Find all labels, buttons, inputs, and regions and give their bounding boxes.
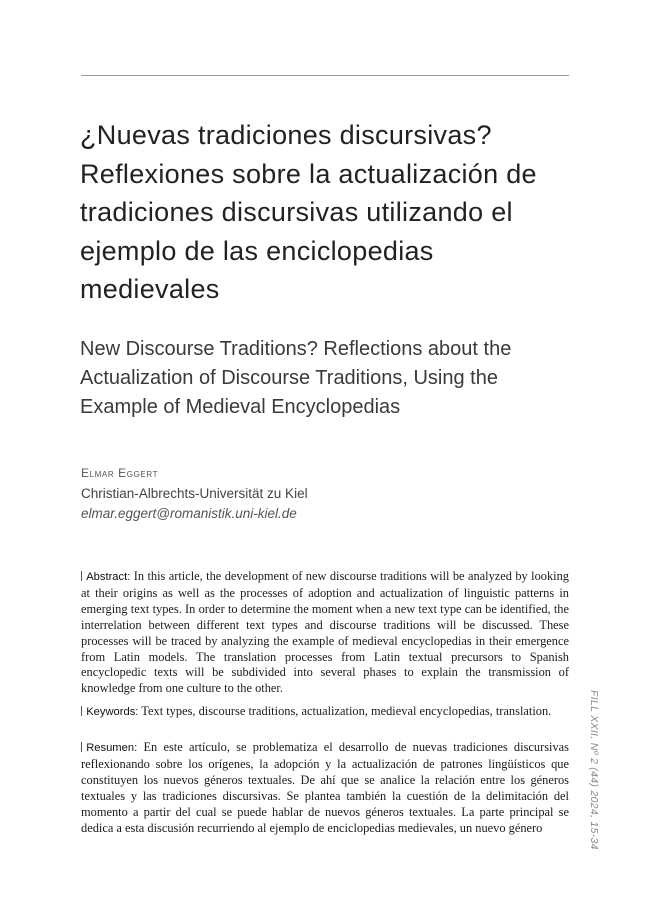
keywords-paragraph <box>81 704 569 721</box>
article-subtitle-english: New Discourse Traditions? Reflections about the Actualization of Discourse Traditions, Using the Example of Medieval Encyclopedias <box>80 338 512 418</box>
keywords-label: Keywords: <box>86 706 139 718</box>
journal-citation: FILL XXII, Nº 2 (44) 2024, 15-34 <box>588 690 600 850</box>
resumen-text: En este artículo, se problematiza el desarrollo de nuevas tradiciones discursivas reflexionando sobre los orígenes, la adopción y la actualización de patrones lingüísticos que constituyen los nuevos géneros textuales. De ahí que se analice la relación entre los géneros textuales y las tradiciones discursivas. Se plantea también la cuestión de la delimitación del momento a partir del cual se puede hablar de nuevos géneros textuales. La parte principal se dedica a esta discusión recurriendo al ejemplo de enciclopedias medievales, un nuevo género <box>81 740 569 835</box>
section-marker <box>81 571 82 581</box>
abstract-text: In this article, the development of new discourse traditions will be analyzed by looking at their origins as well as the processes of adoption and actualization of linguistic patterns in emerging text types. In order to determine the moment when a new text type can be identified, the interrelation between different text types and discourse traditions will be discussed. These processes will be traced by analyzing the example of medieval encyclopedias in their emergence from Latin models. The translation processes from Latin textual precursors to Spanish encyclopedic texts will be subdivided into several phases to explain the transmission of knowledge from one culture to the other. <box>81 569 569 696</box>
resumen-label: Resumen: <box>86 742 138 754</box>
section-marker <box>81 742 82 752</box>
abstract-paragraph <box>81 569 569 697</box>
abstract-label: Abstract: <box>86 571 131 583</box>
article-title: ¿Nuevas tradiciones discursivas? Reflexiones sobre la actualización de tradiciones discursivas utilizando el ejemplo de las enciclopedias medievales <box>80 120 537 304</box>
section-marker <box>81 706 82 716</box>
keywords-text: Text types, discourse traditions, actualization, medieval encyclopedias, translation. <box>138 704 552 718</box>
top-rule <box>81 75 569 76</box>
author-affiliation: Christian-Albrechts-Universität zu Kiel <box>81 486 308 501</box>
author-email[interactable]: elmar.eggert@romanistik.uni-kiel.de <box>81 506 297 521</box>
author-name: Elmar Eggert <box>81 466 159 480</box>
resumen-paragraph <box>81 740 569 836</box>
